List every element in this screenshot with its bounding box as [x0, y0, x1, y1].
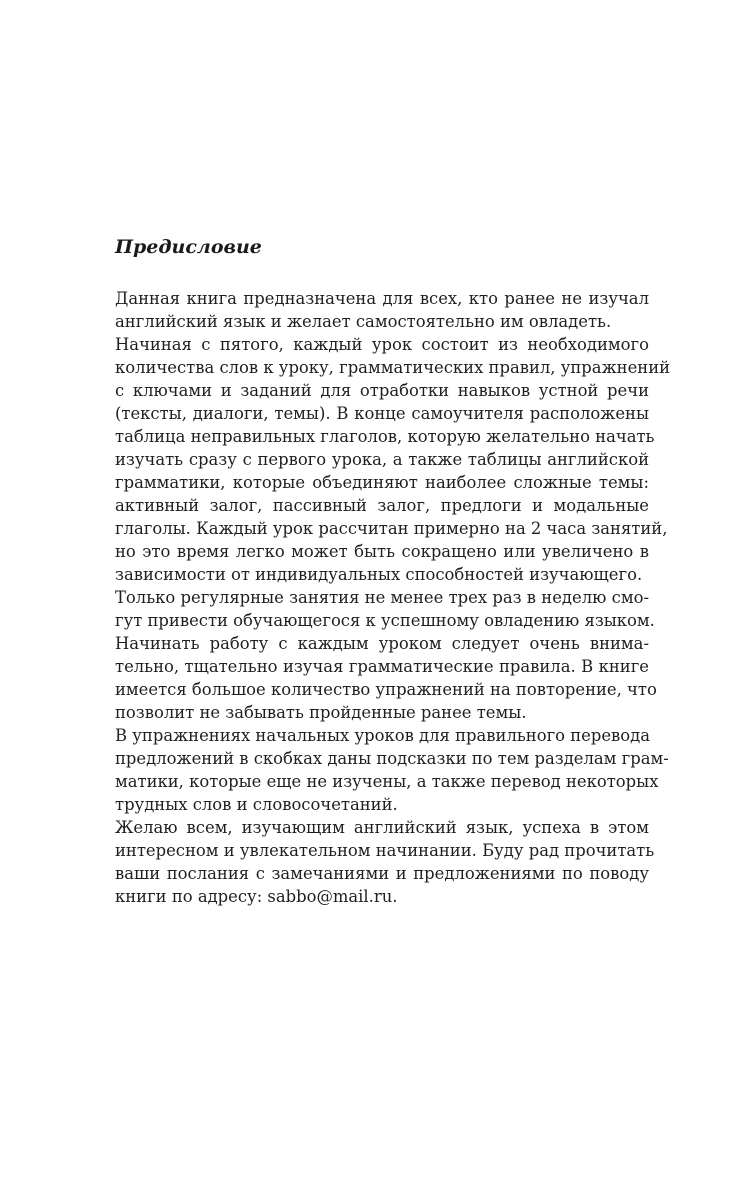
page-title: Предисловие	[115, 236, 262, 258]
text-line: интересном и увлекательном начинании. Буду рад прочитать	[115, 841, 655, 860]
paragraph-4	[115, 632, 657, 724]
text-line: грамматики, которые объединяют наиболее сложные темы:	[115, 473, 649, 492]
text-line: зависимости от индивидуальных способностей изучающего.	[115, 565, 643, 584]
text-line: имеется большое количество упражнений на повторение, что	[115, 680, 657, 699]
text-line: гут привести обучающегося к успешному овладению языком.	[115, 611, 655, 630]
paragraph-2	[115, 333, 671, 586]
text-line: В упражнениях начальных уроков для правильного перевода	[115, 726, 651, 745]
preface-section	[115, 233, 671, 908]
paragraph-5	[115, 724, 669, 816]
text-line: (тексты, диалоги, темы). В конце самоучителя расположены	[115, 404, 649, 423]
text-line: изучать сразу с первого урока, а также таблицы английской	[115, 450, 649, 469]
text-line: таблица неправильных глаголов, которую желательно начать	[115, 427, 655, 446]
text-line: позволит не забывать пройденные ранее темы.	[115, 703, 527, 722]
preface-body	[115, 287, 671, 908]
text-line: Начиная с пятого, каждый урок состоит из необходимого	[115, 335, 649, 354]
text-line: трудных слов и словосочетаний.	[115, 795, 398, 814]
text-line: Желаю всем, изучающим английский язык, успеха в этом	[115, 818, 649, 837]
paragraph-3	[115, 586, 655, 632]
text-line: с ключами и заданий для отработки навыков устной речи	[115, 381, 649, 400]
text-line: книги по адресу: sabbo@mail.ru.	[115, 887, 398, 906]
text-line: тельно, тщательно изучая грамматические правила. В книге	[115, 657, 649, 676]
text-line: матики, которые еще не изучены, а также перевод некоторых	[115, 772, 659, 791]
text-line: количества слов к уроку, грамматических правил, упражнений	[115, 358, 671, 377]
text-line: Начинать работу с каждым уроком следует очень внима-	[115, 634, 649, 653]
text-line: Данная книга предназначена для всех, кто ранее не изучал	[115, 289, 649, 308]
paragraph-1	[115, 287, 649, 333]
text-line: английский язык и желает самостоятельно им овладеть.	[115, 312, 612, 331]
text-line: Только регулярные занятия не менее трех раз в неделю смо-	[115, 588, 649, 607]
text-line: активный залог, пассивный залог, предлоги и модальные	[115, 496, 649, 515]
text-line: но это время легко может быть сокращено или увеличено в	[115, 542, 649, 561]
paragraph-6	[115, 816, 655, 908]
text-line: глаголы. Каждый урок рассчитан примерно на 2 часа занятий,	[115, 519, 668, 538]
text-line: ваши послания с замечаниями и предложениями по поводу	[115, 864, 649, 883]
text-line: предложений в скобках даны подсказки по тем разделам грам-	[115, 749, 669, 768]
